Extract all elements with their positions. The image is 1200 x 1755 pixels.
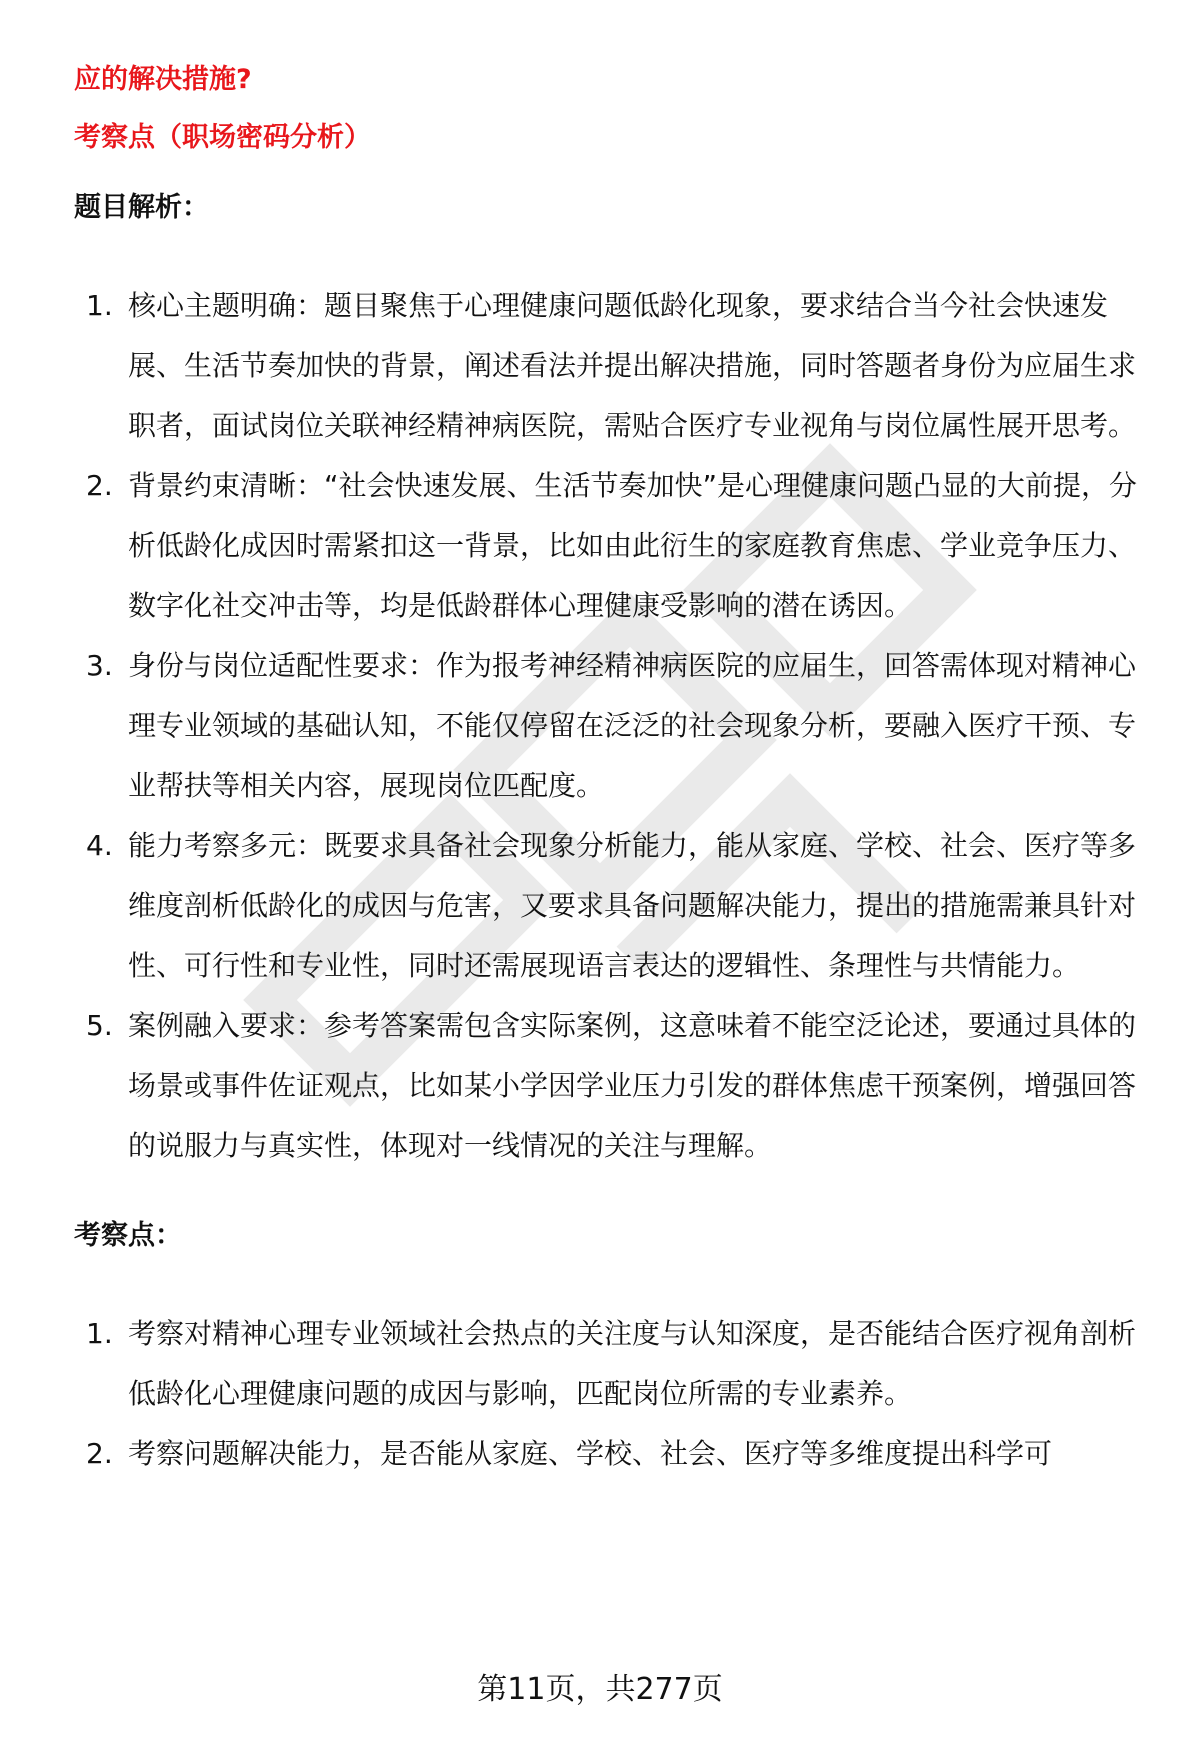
list-item-text: 核心主题明确：题目聚焦于心理健康问题低龄化现象，要求结合当今社会快速发展、生活节奏加快的背景，阐述看法并提出解决措施，同时答题者身份为应届生求职者，面试岗位关联神经精神病医院，需贴合医疗专业视角与岗位属性展开思考。 bbox=[128, 289, 1137, 442]
list-item bbox=[74, 816, 1140, 996]
points-title: 考察点： bbox=[74, 1220, 182, 1251]
list-item bbox=[74, 1424, 1140, 1484]
list-item-text: 考察问题解决能力，是否能从家庭、学校、社会、医疗等多维度提出科学可 bbox=[128, 1437, 1053, 1470]
kaocha-tag-heading: 考察点（职场密码分析） bbox=[74, 122, 371, 153]
list-item-number: 2. bbox=[86, 469, 113, 502]
list-item-number: 1. bbox=[86, 1317, 113, 1350]
analysis-list bbox=[74, 276, 1140, 1176]
list-item-text: 背景约束清晰：“社会快速发展、生活节奏加快”是心理健康问题凸显的大前提，分析低龄化成因时需紧扣这一背景，比如由此衍生的家庭教育焦虑、学业竞争压力、数字化社交冲击等，均是低龄群体心理健康受影响的潜在诱因。 bbox=[128, 469, 1138, 622]
list-item bbox=[74, 456, 1140, 636]
list-item-text: 能力考察多元：既要求具备社会现象分析能力，能从家庭、学校、社会、医疗等多维度剖析低龄化的成因与危害，又要求具备问题解决能力，提出的措施需兼具针对性、可行性和专业性，同时还需展现语言表达的逻辑性、条理性与共情能力。 bbox=[128, 829, 1137, 982]
list-item-number: 4. bbox=[86, 829, 113, 862]
list-item-number: 3. bbox=[86, 649, 113, 682]
list-item-text: 考察对精神心理专业领域社会热点的关注度与认知深度，是否能结合医疗视角剖析低龄化心理健康问题的成因与影响，匹配岗位所需的专业素养。 bbox=[128, 1317, 1137, 1410]
list-item bbox=[74, 1304, 1140, 1424]
points-list bbox=[74, 1304, 1140, 1484]
list-item bbox=[74, 996, 1140, 1176]
question-tail: 应的解决措施? bbox=[74, 64, 252, 95]
list-item-number: 5. bbox=[86, 1009, 113, 1042]
list-item bbox=[74, 636, 1140, 816]
list-item-text: 身份与岗位适配性要求：作为报考神经精神病医院的应届生，回答需体现对精神心理专业领域的基础认知，不能仅停留在泛泛的社会现象分析，要融入医疗干预、专业帮扶等相关内容，展现岗位匹配度。 bbox=[128, 649, 1137, 802]
analysis-title: 题目解析： bbox=[74, 192, 209, 223]
list-item-text: 案例融入要求：参考答案需包含实际案例，这意味着不能空泛论述，要通过具体的场景或事件佐证观点，比如某小学因学业压力引发的群体焦虑干预案例，增强回答的说服力与真实性，体现对一线情况的关注与理解。 bbox=[128, 1009, 1137, 1162]
list-item bbox=[74, 276, 1140, 456]
list-item-number: 2. bbox=[86, 1437, 113, 1470]
page-footer: 第11页，共277页 bbox=[477, 1672, 723, 1707]
document-body bbox=[74, 60, 1140, 1484]
list-item-number: 1. bbox=[86, 289, 113, 322]
